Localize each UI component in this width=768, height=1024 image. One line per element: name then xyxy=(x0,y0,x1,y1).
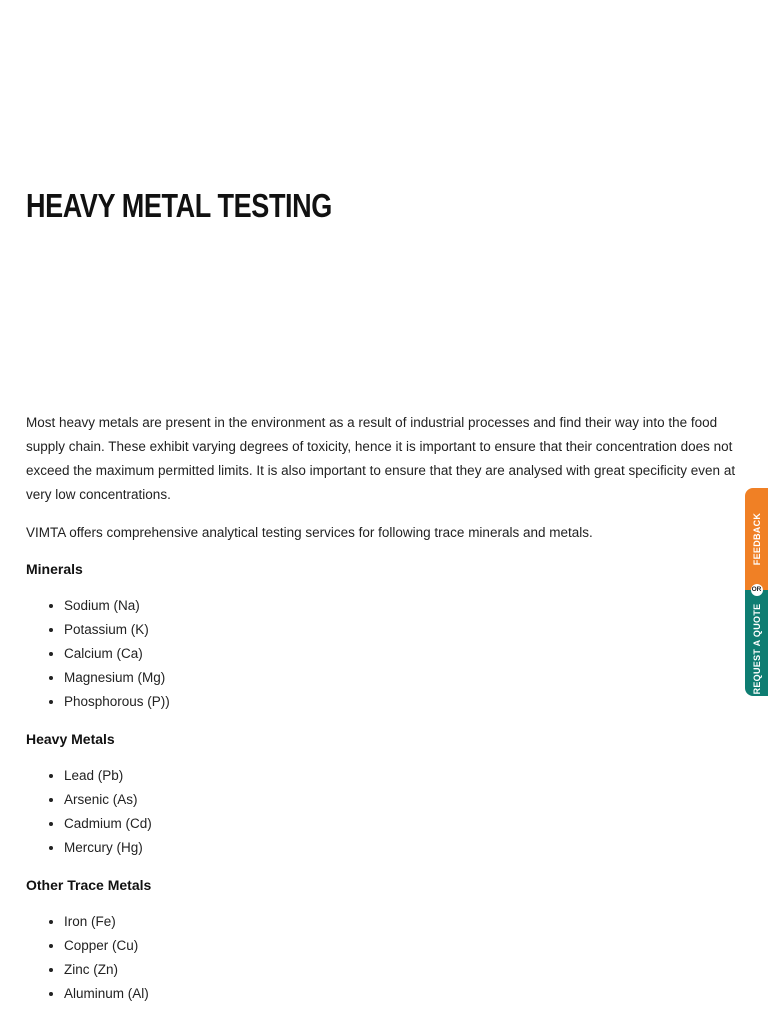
section-heading-minerals: Minerals xyxy=(26,561,83,577)
section-heading-heavy-metals: Heavy Metals xyxy=(26,731,115,747)
list-item: • Phosphorous (P)) xyxy=(64,690,738,714)
list-item: • Iron (Fe) xyxy=(64,910,738,934)
request-quote-tab-label: REQUEST A QUOTE xyxy=(751,603,762,695)
section-heading-other-trace-metals: Other Trace Metals xyxy=(26,877,152,893)
list-item: • Zinc (Zn) xyxy=(64,958,738,982)
list-item: • Magnesium (Mg) xyxy=(64,666,738,690)
offer-paragraph: VIMTA offers comprehensive analytical testing services for following trace minerals and metals. xyxy=(26,525,593,540)
list-item: • Potassium (K) xyxy=(64,618,738,642)
list-item: • Arsenic (As) xyxy=(64,788,738,812)
heavy-metals-list xyxy=(26,764,738,860)
list-item: • Aluminum (Al) xyxy=(64,982,738,1006)
side-tabs xyxy=(745,488,768,696)
main-content xyxy=(26,411,738,1019)
feedback-tab-label: FEEDBACK xyxy=(751,512,762,566)
list-item: • Mercury (Hg) xyxy=(64,836,738,860)
list-item: • Copper (Cu) xyxy=(64,934,738,958)
list-item: • Lead (Pb) xyxy=(64,764,738,788)
list-item: • Cadmium (Cd) xyxy=(64,812,738,836)
feedback-tab[interactable] xyxy=(745,488,768,590)
page-title: HEAVY METAL TESTING xyxy=(26,187,332,224)
list-item: • Calcium (Ca) xyxy=(64,642,738,666)
trace-metals-list xyxy=(26,910,738,1006)
request-quote-tab[interactable] xyxy=(745,586,768,696)
list-item: • Sodium (Na) xyxy=(64,594,738,618)
minerals-list xyxy=(26,594,738,714)
or-badge: OR xyxy=(751,584,763,596)
intro-paragraph: Most heavy metals are present in the environment as a result of industrial processes and find their way into the food supply chain. These exhibit varying degrees of toxicity, hence it is important to ensure that their concentration does not exceed the maximum permitted limits. It is also important to ensure that they are analysed with great specificity even at very low concentrations. xyxy=(26,415,736,502)
